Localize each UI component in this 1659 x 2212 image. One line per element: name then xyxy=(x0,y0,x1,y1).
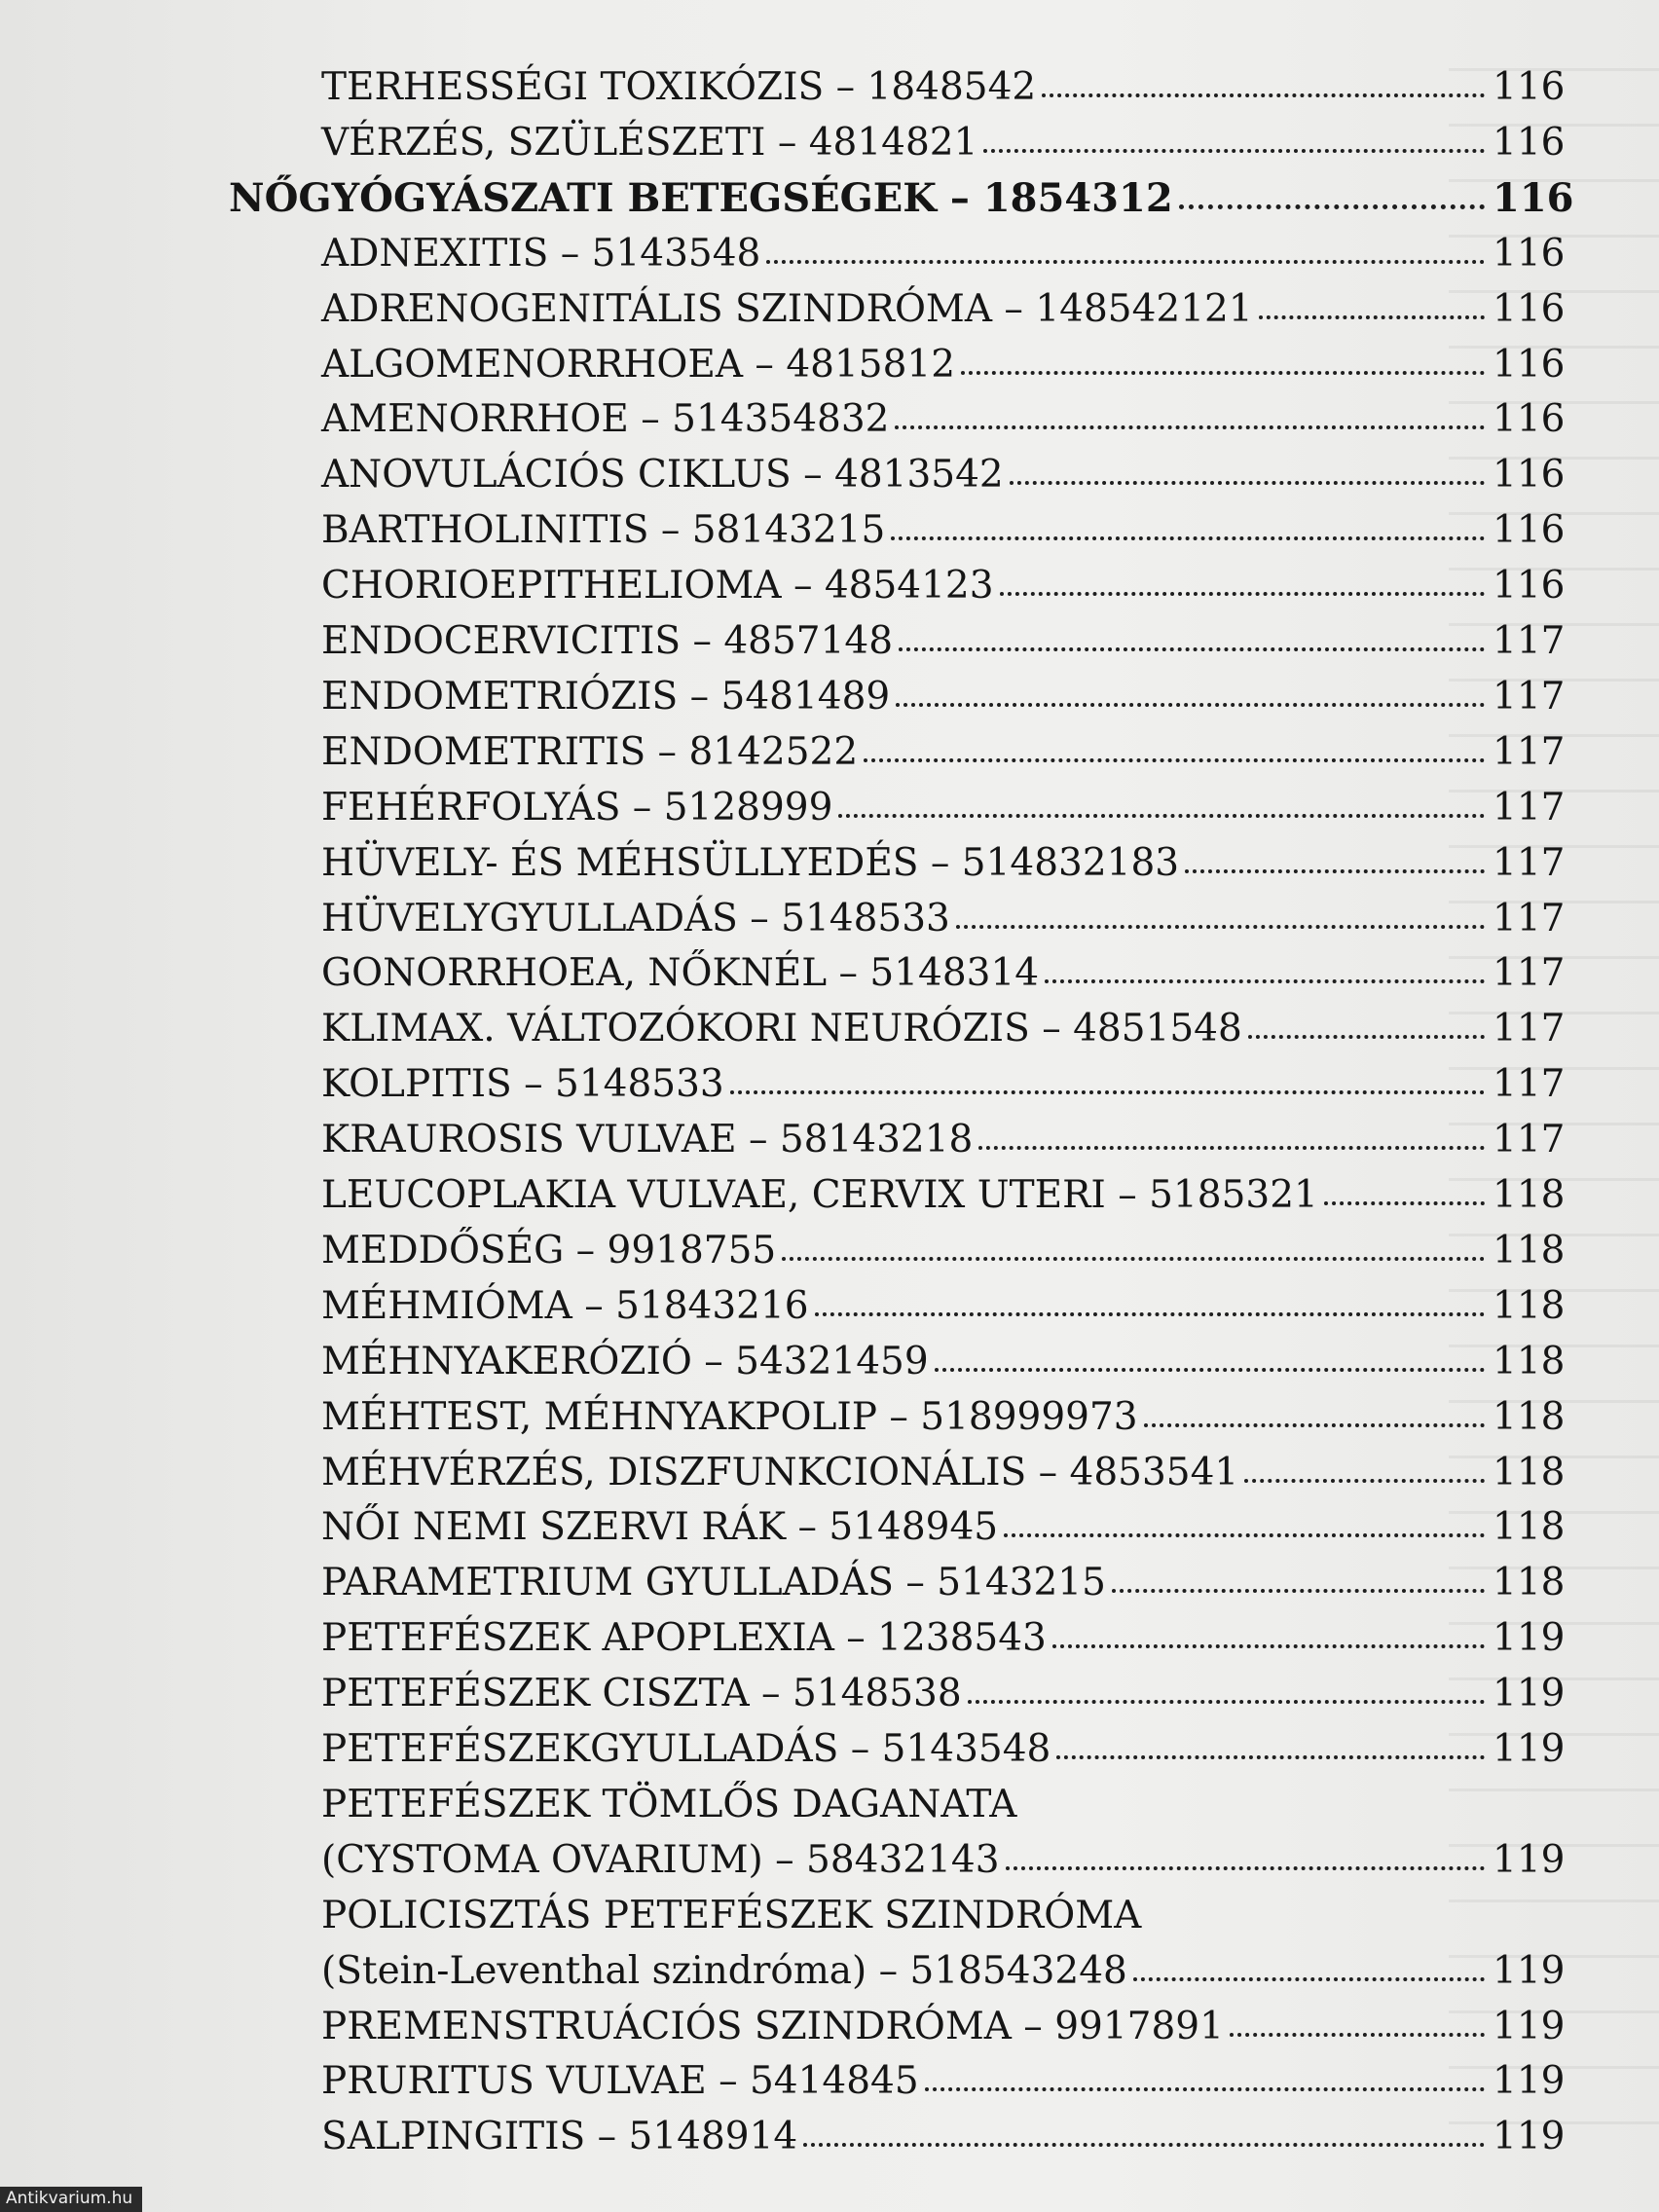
toc-entry xyxy=(321,1118,1566,1161)
toc-entry xyxy=(321,2059,1566,2103)
dot-leader xyxy=(1259,315,1485,319)
toc-page-number: 116 xyxy=(1493,121,1566,165)
toc-entry-title: ANOVULÁCIÓS CIKLUS – 4813542 xyxy=(321,453,1004,497)
toc-entry-title: NŐGYÓGYÁSZATI BETEGSÉGEK – 1854312 xyxy=(229,175,1173,221)
toc-entry-title: MÉHTEST, MÉHNYAKPOLIP – 518999973 xyxy=(321,1395,1138,1439)
toc-entry xyxy=(321,1451,1566,1494)
toc-page-number: 119 xyxy=(1493,2059,1566,2103)
toc-entry xyxy=(321,1616,1566,1660)
dot-leader xyxy=(983,149,1485,153)
toc-entry xyxy=(321,841,1566,885)
toc-page-number: 116 xyxy=(1493,564,1566,608)
toc-entry-title-line xyxy=(321,1783,1563,1826)
toc-entry xyxy=(321,951,1566,995)
dot-leader xyxy=(766,260,1485,264)
toc-entry xyxy=(321,2115,1566,2158)
toc-entry xyxy=(321,2005,1566,2048)
toc-entry xyxy=(321,786,1566,830)
toc-entry xyxy=(321,1284,1566,1328)
dot-leader xyxy=(1324,1201,1485,1205)
dot-leader xyxy=(1185,869,1485,873)
toc-entry-title: POLICISZTÁS PETEFÉSZEK SZINDRÓMA xyxy=(321,1894,1142,1937)
dot-leader xyxy=(1042,93,1485,97)
dot-leader xyxy=(803,2143,1485,2147)
dot-leader xyxy=(1004,1533,1485,1537)
dot-leader xyxy=(1010,481,1485,485)
toc-section-heading xyxy=(229,175,1574,221)
toc-page-number: 116 xyxy=(1493,232,1566,276)
toc-entry xyxy=(321,121,1566,165)
toc-entry xyxy=(321,232,1566,276)
dot-leader xyxy=(1056,1755,1485,1759)
toc-page-number: 117 xyxy=(1493,897,1566,940)
toc-entry-title: GONORRHOEA, NŐKNÉL – 5148314 xyxy=(321,951,1040,995)
toc-page-number: 119 xyxy=(1493,1838,1566,1882)
toc-entry-title: ENDOCERVICITIS – 4857148 xyxy=(321,619,894,663)
dot-leader xyxy=(896,703,1485,707)
dot-leader xyxy=(891,536,1485,540)
toc-page-number: 119 xyxy=(1493,1727,1566,1771)
toc-entry xyxy=(321,287,1566,331)
toc-page-number: 119 xyxy=(1493,2005,1566,2048)
toc-entry xyxy=(321,1672,1566,1715)
toc-page-number: 119 xyxy=(1493,2115,1566,2158)
toc-entry xyxy=(321,343,1566,387)
toc-entry xyxy=(321,564,1566,608)
toc-page-number: 117 xyxy=(1493,1118,1566,1161)
toc-page-number: 116 xyxy=(1493,65,1566,109)
toc-entry-title: KRAUROSIS VULVAE – 58143218 xyxy=(321,1118,974,1161)
toc-page-number: 118 xyxy=(1493,1451,1566,1494)
toc-entry xyxy=(321,1727,1566,1771)
dot-leader xyxy=(1112,1589,1485,1593)
toc-entry-title: VÉRZÉS, SZÜLÉSZETI – 4814821 xyxy=(321,121,978,165)
toc-entry xyxy=(321,1505,1566,1549)
toc-entry-title: AMENORRHOE – 514354832 xyxy=(321,397,890,441)
dot-leader xyxy=(782,1257,1485,1261)
toc-entry-title: ENDOMETRIÓZIS – 5481489 xyxy=(321,675,891,719)
toc-page-number: 118 xyxy=(1493,1505,1566,1549)
toc-entry-title: MÉHNYAKERÓZIÓ – 54321459 xyxy=(321,1340,929,1383)
toc-entry-title: MÉHMIÓMA – 51843216 xyxy=(321,1284,809,1328)
toc-page-number: 119 xyxy=(1493,1672,1566,1715)
dot-leader xyxy=(1000,592,1485,596)
toc-page-number: 116 xyxy=(1493,343,1566,387)
toc-entry xyxy=(321,453,1566,497)
toc-entry xyxy=(321,508,1566,552)
toc-entry xyxy=(321,1949,1566,1993)
toc-page-number: 116 xyxy=(1493,453,1566,497)
toc-entry-title: HÜVELY- ÉS MÉHSÜLLYEDÉS – 514832183 xyxy=(321,841,1180,885)
dot-leader xyxy=(956,925,1485,929)
toc-page-number: 118 xyxy=(1493,1340,1566,1383)
dot-leader xyxy=(935,1368,1485,1372)
toc-page-number: 118 xyxy=(1493,1173,1566,1217)
toc-page-number: 117 xyxy=(1493,841,1566,885)
toc-page-number: 117 xyxy=(1493,675,1566,719)
toc-entry xyxy=(321,1561,1566,1604)
dot-leader xyxy=(1045,979,1485,983)
dot-leader xyxy=(815,1312,1485,1316)
toc-entry-title: TERHESSÉGI TOXIKÓZIS – 1848542 xyxy=(321,65,1037,109)
toc-entry xyxy=(321,730,1566,774)
dot-leader xyxy=(1052,1644,1485,1648)
toc-entry-title: FEHÉRFOLYÁS – 5128999 xyxy=(321,786,833,830)
toc-entry xyxy=(321,1395,1566,1439)
toc-entry-title: ADRENOGENITÁLIS SZINDRÓMA – 148542121 xyxy=(321,287,1253,331)
toc-page-number: 116 xyxy=(1493,508,1566,552)
toc-entry-title: KOLPITIS – 5148533 xyxy=(321,1062,724,1106)
dot-leader xyxy=(1244,1479,1485,1483)
toc-entry-continuation: (Stein-Leventhal szindróma) – 518543248 xyxy=(321,1949,1127,1993)
watermark: Antikvarium.hu xyxy=(0,2187,142,2212)
toc-entry-title: SALPINGITIS – 5148914 xyxy=(321,2115,798,2158)
dot-leader xyxy=(1248,1035,1485,1039)
toc-entry xyxy=(321,897,1566,940)
dot-leader xyxy=(1144,1423,1485,1427)
dot-leader xyxy=(1230,2033,1485,2037)
toc-entry xyxy=(321,675,1566,719)
toc-entry xyxy=(321,619,1566,663)
toc-entry-title: PETEFÉSZEK TÖMLŐS DAGANATA xyxy=(321,1783,1017,1826)
dot-leader xyxy=(968,1700,1485,1704)
toc-page-number: 117 xyxy=(1493,951,1566,995)
dot-leader xyxy=(978,1146,1485,1150)
dot-leader xyxy=(1179,204,1485,209)
dot-leader xyxy=(895,425,1485,429)
toc-entry xyxy=(321,1838,1566,1882)
toc-page-number: 116 xyxy=(1493,175,1574,221)
toc-entry-title: HÜVELYGYULLADÁS – 5148533 xyxy=(321,897,950,940)
toc-entry xyxy=(321,1229,1566,1272)
toc-entry-title: ENDOMETRITIS – 8142522 xyxy=(321,730,859,774)
dot-leader xyxy=(1133,1977,1485,1981)
dot-leader xyxy=(864,758,1485,762)
toc-page-number: 119 xyxy=(1493,1949,1566,1993)
toc-entry-title: PETEFÉSZEKGYULLADÁS – 5143548 xyxy=(321,1727,1051,1771)
toc-entry-title: PETEFÉSZEK APOPLEXIA – 1238543 xyxy=(321,1616,1047,1660)
toc-entry-title: MEDDŐSÉG – 9918755 xyxy=(321,1229,777,1272)
toc-page-number: 116 xyxy=(1493,287,1566,331)
toc-page-number: 117 xyxy=(1493,1007,1566,1051)
dot-leader xyxy=(961,371,1485,375)
toc-entry xyxy=(321,1062,1566,1106)
toc-page-number: 117 xyxy=(1493,619,1566,663)
toc-entry-title: PETEFÉSZEK CISZTA – 5148538 xyxy=(321,1672,962,1715)
toc-entry-title: MÉHVÉRZÉS, DISZFUNKCIONÁLIS – 4853541 xyxy=(321,1451,1239,1494)
toc-page-number: 118 xyxy=(1493,1284,1566,1328)
dot-leader xyxy=(899,647,1485,651)
toc-page-number: 118 xyxy=(1493,1561,1566,1604)
dot-leader xyxy=(925,2087,1485,2091)
toc-entry-title: PREMENSTRUÁCIÓS SZINDRÓMA – 9917891 xyxy=(321,2005,1224,2048)
toc-entry-title: NŐI NEMI SZERVI RÁK – 5148945 xyxy=(321,1505,999,1549)
toc-page-number: 119 xyxy=(1493,1616,1566,1660)
toc-page-number: 117 xyxy=(1493,730,1566,774)
toc-entry-title-line xyxy=(321,1894,1563,1937)
toc-entry-title: ADNEXITIS – 5143548 xyxy=(321,232,761,276)
toc-entry xyxy=(321,397,1566,441)
toc-page-number: 118 xyxy=(1493,1395,1566,1439)
toc-entry xyxy=(321,1007,1566,1051)
toc-entry-title: KLIMAX. VÁLTOZÓKORI NEURÓZIS – 4851548 xyxy=(321,1007,1242,1051)
toc-page-number: 118 xyxy=(1493,1229,1566,1272)
dot-leader xyxy=(1006,1866,1485,1870)
toc-entry xyxy=(321,65,1566,109)
toc-entry-title: PRURITUS VULVAE – 5414845 xyxy=(321,2059,919,2103)
toc-entry-title: CHORIOEPITHELIOMA – 4854123 xyxy=(321,564,994,608)
toc-entry-title: ALGOMENORRHOEA – 4815812 xyxy=(321,343,956,387)
toc-entry-continuation: (CYSTOMA OVARIUM) – 58432143 xyxy=(321,1838,1000,1882)
toc-entry xyxy=(321,1340,1566,1383)
toc-entry-title: BARTHOLINITIS – 58143215 xyxy=(321,508,886,552)
toc-page-number: 116 xyxy=(1493,397,1566,441)
toc-page-number: 117 xyxy=(1493,1062,1566,1106)
toc-page-number: 117 xyxy=(1493,786,1566,830)
dot-leader xyxy=(838,814,1485,818)
dot-leader xyxy=(730,1090,1485,1094)
toc-entry-title: LEUCOPLAKIA VULVAE, CERVIX UTERI – 5185321 xyxy=(321,1173,1318,1217)
toc-entry-title: PARAMETRIUM GYULLADÁS – 5143215 xyxy=(321,1561,1106,1604)
toc-entry xyxy=(321,1173,1566,1217)
